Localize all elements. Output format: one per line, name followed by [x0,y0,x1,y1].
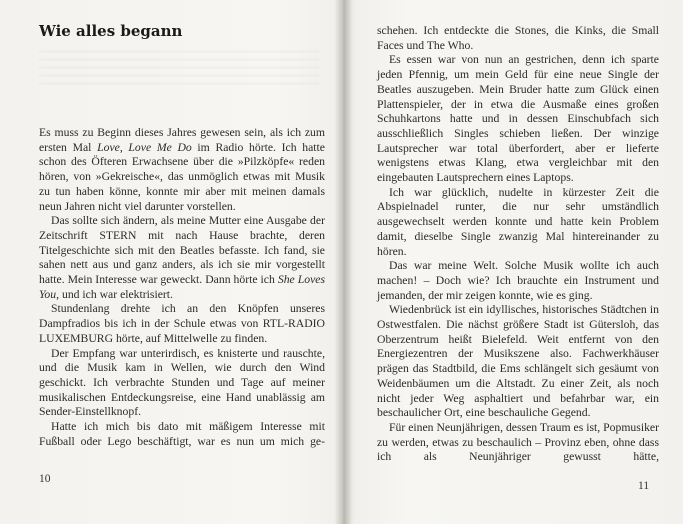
right-paragraph-1: schehen. Ich entdeckte die Stones, die Kinks, die Small Faces und The Who. [377,24,659,52]
right-paragraph-6: Für einen Neunjährigen, dessen Traum es ist, Popmusiker zu werden, etwas zu beschaulich – Provinz eben, ohne dass ich als Neunjähriger gewusst hätte, [377,420,659,464]
left-paragraph-5: Hatte ich mich bis dato mit mäßigem Interesse mit Fußball oder Lego beschäftigt, war es nun um mich ge- [39,420,325,448]
right-page-number: 11 [638,480,650,492]
left-page [0,0,341,524]
left-paragraph-2: Das sollte sich ändern, als meine Mutter eine Ausgabe der Zeitschrift STERN mit nach Hause brachte, deren Titelgeschichte sich mit den Beatles befasste. Ich fand, sie sahen nett aus und ganz anders, als ich sie mir vorgestellt hatte. Mein Interesse war geweckt. Dann hörte ich She Loves You, und ich war elektrisiert. [39,214,325,301]
right-paragraph-5: Wiedenbrück ist ein idyllisches, historisches Städtchen in Ostwestfalen. Die nächst größere Stadt ist Gütersloh, das Oberzentrum heißt Bielefeld. Weit entfernt von den Energiezentren der Musikszene also. Fachwerkhäuser prägen das Stadtbild, die Ems schlängelt sich gesäumt von Weidenbäumen um die Altstadt. Zu einer Zeit, als noch nicht jeder Weg asphaltiert und befahrbar war, ein beschaulicher Ort, eine beschauliche Gegend. [377,303,659,420]
show-through-text [39,50,319,90]
song-title-love-love-me-do: Love, Love Me Do [97,140,192,154]
right-paragraph-2: Es essen war von nun an gestrichen, denn ich sparte jeden Pfennig, um mein Geld für eine neue Single der Beatles auszugeben. Mein Bruder hatte zum Glück einen Plattenspieler, der in etwa die Ausmaße eines großen Schuhkartons hatte und in dessen Einschubfach sich ausschließlich Singles schieben ließen. Der winzige Lautsprecher war total überfordert, aber er lieferte wenigstens etwas Klang, etwa vergleichbar mit den eingebauten Lautsprechern eines Laptops. [377,53,659,185]
song-title-she-loves-you: She Loves You [39,273,325,301]
right-paragraph-4: Das war meine Welt. Solche Musik wollte ich auch machen! – Doch wie? Ich brauchte ein Instrument und jemanden, der mir zeigen konnte, wie es ging. [377,259,659,302]
right-paragraph-3: Ich war glücklich, nudelte in kürzester Zeit die Abspielnadel runter, die nur sehr umständlich ausgewechselt werden konnte und hatte kein Problem damit, dieselbe Single zwanzig Mal hintereinander zu hören. [377,185,659,258]
left-paragraph-3: Stundenlang drehte ich an den Knöpfen unseres Dampfradios bis ich in der Schule etwas von RTL-RADIO LUXEMBURG hörte, auf Mittelwelle zu finden. [39,302,325,345]
right-page-body [377,24,659,465]
left-page-body [39,126,325,449]
right-page [342,0,683,524]
left-page-number: 10 [39,473,51,485]
left-paragraph-1: Es muss zu Beginn dieses Jahres gewesen sein, als ich zum ersten Mal Love, Love Me Do im Radio hörte. Ich hatte schon des Öfteren Erwachsene über die »Pilzköpfe« reden hören, von »Gekreische«, das unmöglich etwas mit Musik zu tun haben könne, konnte mir aber mit meinen damals neun Jahren nicht viel darunter vorstellen. [39,126,325,213]
left-paragraph-4: Der Empfang war unterirdisch, es knisterte und rauschte, und die Musik kam in Wellen, wie durch den Wind geschickt. Ich verbrachte Stunden und Tage auf meiner musikalischen Entdeckungsreise, eine Hand unablässig am Sender-Einstellknopf. [39,346,325,419]
chapter-title: Wie alles begann [39,22,183,40]
